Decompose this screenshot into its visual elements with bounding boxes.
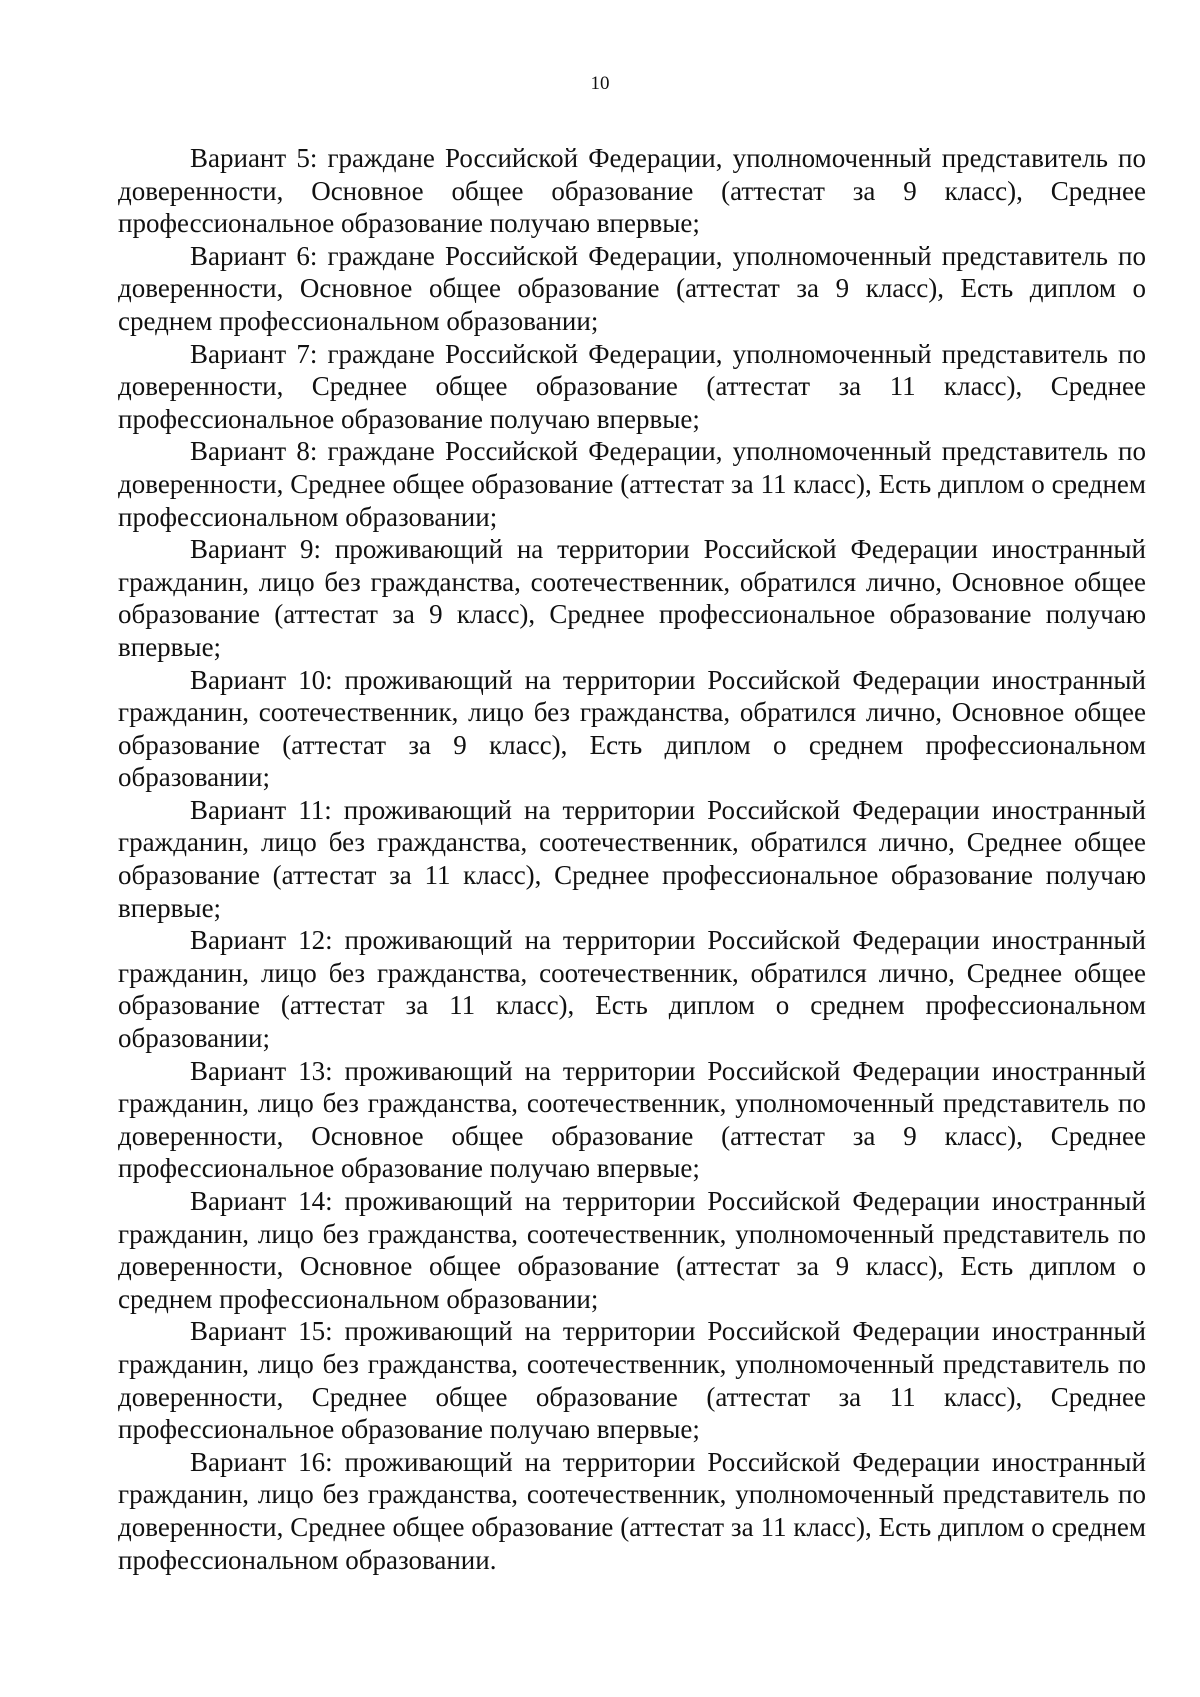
paragraph-variant-16: Вариант 16: проживающий на территории Российской Федерации иностранный гражданин, лицо без гражданства, соотечественник, уполномоченный представитель по доверенности, Среднее общее образование (аттестат за 11 класс), Есть диплом о среднем профессиональном образовании. [118, 1446, 1146, 1575]
document-body [118, 142, 1146, 1576]
paragraph-variant-11: Вариант 11: проживающий на территории Российской Федерации иностранный гражданин, лицо без гражданства, соотечественник, обратился лично, Среднее общее образование (аттестат за 11 класс), Среднее профессиональное образование получаю впервые; [118, 794, 1146, 923]
paragraph-variant-7: Вариант 7: граждане Российской Федерации, уполномоченный представитель по доверенности, Среднее общее образование (аттестат за 11 класс), Среднее профессиональное образование получаю впервые; [118, 338, 1146, 434]
paragraph-variant-8: Вариант 8: граждане Российской Федерации, уполномоченный представитель по доверенности, Среднее общее образование (аттестат за 11 класс), Есть диплом о среднем профессиональном образовании; [118, 436, 1146, 532]
paragraph-variant-10: Вариант 10: проживающий на территории Российской Федерации иностранный гражданин, соотечественник, лицо без гражданства, обратился лично, Основное общее образование (аттестат за 9 класс), Есть диплом о среднем профессиональном образовании; [118, 664, 1146, 793]
paragraph-variant-5: Вариант 5: граждане Российской Федерации, уполномоченный представитель по доверенности, Основное общее образование (аттестат за 9 класс), Среднее профессиональное образование получаю впервые; [118, 143, 1146, 239]
paragraph-variant-15: Вариант 15: проживающий на территории Российской Федерации иностранный гражданин, лицо без гражданства, соотечественник, уполномоченный представитель по доверенности, Среднее общее образование (аттестат за 11 класс), Среднее профессиональное образование получаю впервые; [118, 1316, 1146, 1445]
paragraph-variant-12: Вариант 12: проживающий на территории Российской Федерации иностранный гражданин, лицо без гражданства, соотечественник, обратился лично, Среднее общее образование (аттестат за 11 класс), Есть диплом о среднем профессиональном образовании; [118, 925, 1146, 1054]
paragraph-variant-9: Вариант 9: проживающий на территории Российской Федерации иностранный гражданин, лицо без гражданства, соотечественник, обратился лично, Основное общее образование (аттестат за 9 класс), Среднее профессиональное образование получаю впервые; [118, 534, 1146, 662]
paragraph-variant-6: Вариант 6: граждане Российской Федерации, уполномоченный представитель по доверенности, Основное общее образование (аттестат за 9 класс), Есть диплом о среднем профессиональном образовании; [118, 240, 1146, 336]
page-number: 10 [590, 73, 610, 94]
paragraph-variant-13: Вариант 13: проживающий на территории Российской Федерации иностранный гражданин, лицо без гражданства, соотечественник, уполномоченный представитель по доверенности, Основное общее образование (аттестат за 9 класс), Среднее профессиональное образование получаю впервые; [118, 1055, 1146, 1184]
paragraph-variant-14: Вариант 14: проживающий на территории Российской Федерации иностранный гражданин, лицо без гражданства, соотечественник, уполномоченный представитель по доверенности, Основное общее образование (аттестат за 9 класс), Есть диплом о среднем профессиональном образовании; [118, 1186, 1146, 1314]
